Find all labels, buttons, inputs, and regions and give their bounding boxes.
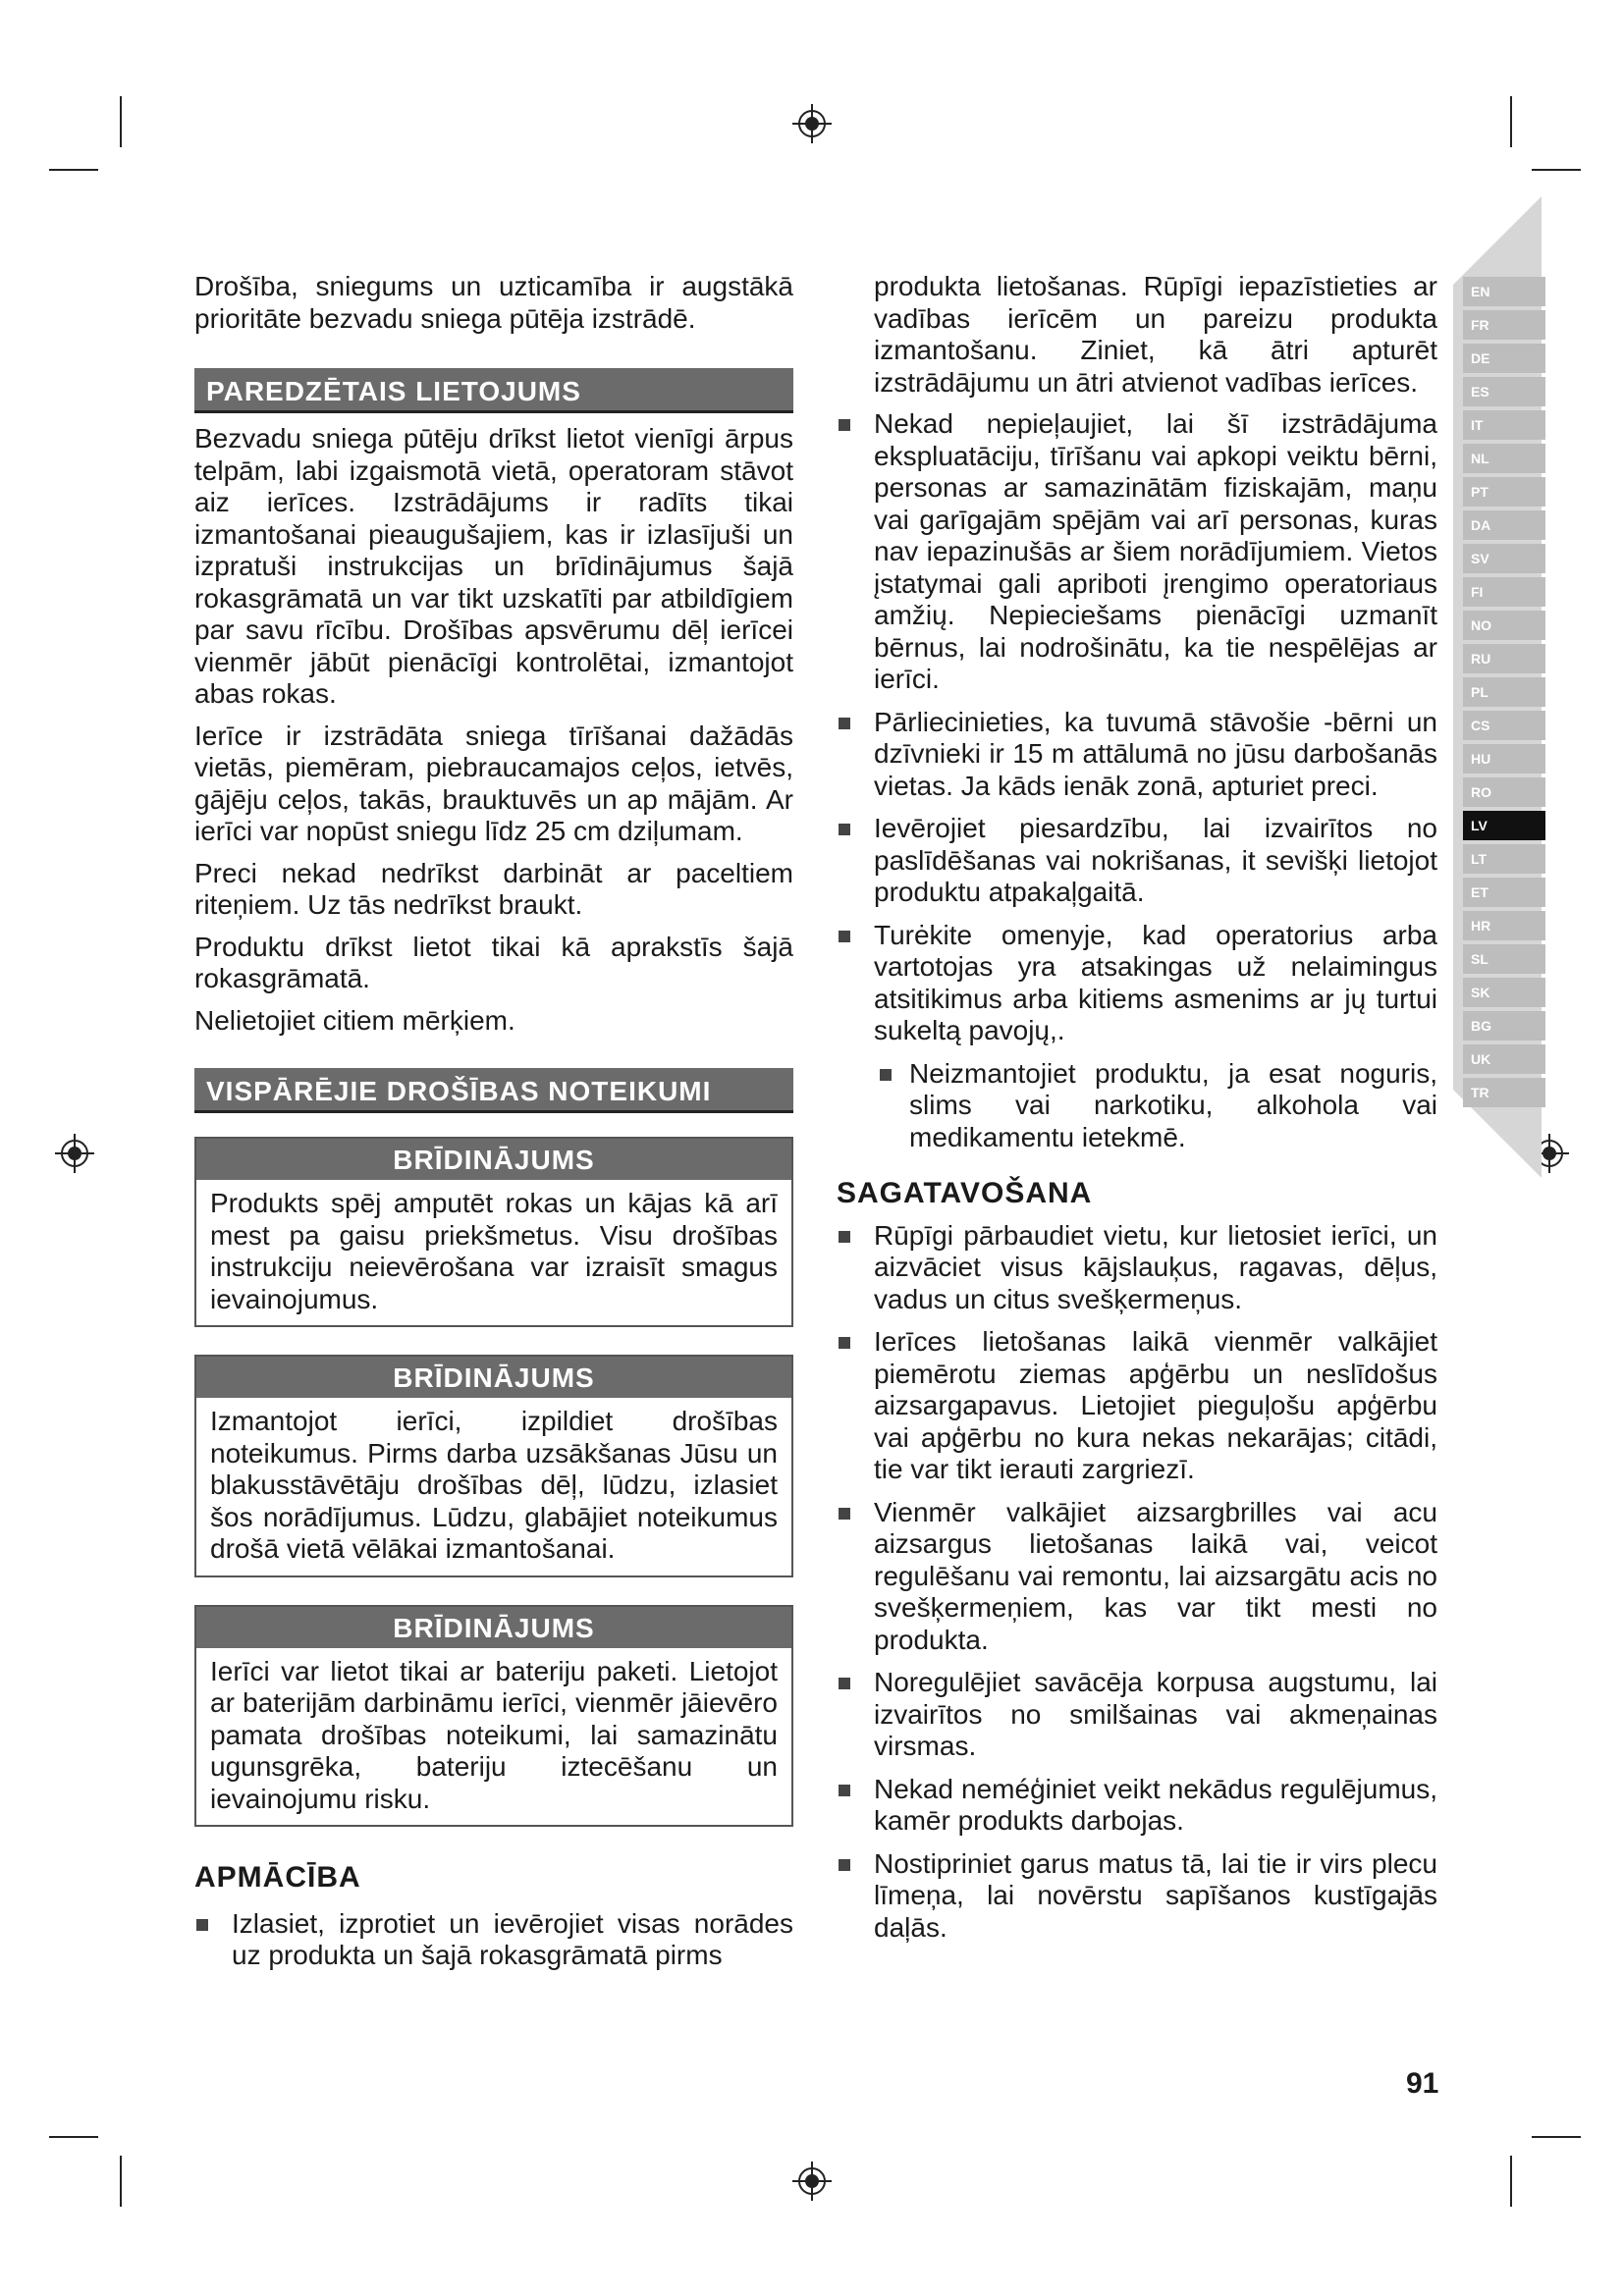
bullet-square-icon [839, 419, 850, 431]
intro-text: Drošība, sniegums un uzticamība ir augstākā prioritāte bezvadu sniega pūtēja izstrādē. [194, 271, 793, 334]
crop-mark [1532, 2136, 1581, 2138]
paragraph: Ierīce ir izstrādāta sniega tīrīšanai dažādās vietās, piemēram, piebraucamajos ceļos, ietvēs, gājēju ceļos, takās, brauktuvēs un ap mājām. Ar ierīci var nopūst sniegu līdz 25 cm dziļumam. [194, 720, 793, 846]
tab-uk[interactable]: UK [1463, 1044, 1545, 1078]
paragraph: Produktu drīkst lietot tikai kā aprakstīs šajā rokasgrāmatā. [194, 931, 793, 993]
right-column [837, 271, 1437, 1954]
bullet-list [194, 1908, 793, 1972]
warning-title: BRĪDINĀJUMS [196, 1607, 791, 1648]
list-item: Ievērojiet piesardzību, lai izvairītos no paslīdēšanas vai nokrišanas, it sevišķi lietojot produktu atpakaļgaitā. [837, 813, 1437, 909]
bullet-square-icon [839, 1678, 850, 1689]
tab-da[interactable]: DA [1463, 510, 1545, 544]
bullet-square-icon [839, 931, 850, 942]
warning-box [194, 1137, 793, 1327]
paragraph: produkta lietošanas. Rūpīgi iepazīstieties ar vadības ierīcēm un pareizu produkta izmantošanu. Ziniet, kā ātri apturēt izstrādājumu un ātri atvienot vadības ierīces. [874, 271, 1437, 398]
paragraph: Bezvadu sniega pūtēju drīkst lietot vienīgi ārpus telpām, labi izgaismotā vietā, operatoram stāvot aiz ierīces. Izstrādājums ir radīts tikai izmantošanai pieaugušajiem, kas ir izlasījuši un izpratuši instrukcijas un brīdinājumus šajā rokasgrāmatā un var tikt uzskatīti par atbildīgiem par savu rīcību. Drošības apsvērumu dēļ ierīcei vienmēr jābūt pienācīgi kontrolētai, izmantojot abas rokas. [194, 423, 793, 709]
list-item: Vienmēr valkājiet aizsargbrilles vai acu aizsargus lietošanas laikā vai, veicot regulēšanu vai remontu, lai aizsargātu acis no svešķermeņiem, kas var tikt mesti no produkta. [837, 1497, 1437, 1657]
crop-mark [1510, 2156, 1512, 2207]
crop-mark [120, 2156, 122, 2207]
registration-mark-icon [792, 2162, 832, 2201]
bullet-square-icon [839, 1231, 850, 1243]
tab-fi[interactable]: FI [1463, 577, 1545, 611]
crop-mark [1510, 96, 1512, 147]
left-column [194, 271, 793, 1983]
list-item: Neizmantojiet produktu, ja esat noguris, slims vai narkotiku, alkohola vai medikamentu ietekmē. [837, 1058, 1437, 1154]
paragraph: Preci nekad nedrīkst darbināt ar paceltiem riteņiem. Uz tās nedrīkst braukt. [194, 857, 793, 920]
tab-it[interactable]: IT [1463, 410, 1545, 444]
tab-en[interactable]: EN [1463, 277, 1545, 310]
crop-mark [1532, 169, 1581, 171]
list-item: Pārliecinieties, ka tuvumā stāvošie -bērni un dzīvnieki ir 15 m attālumā no jūsu darbošanās vietas. Ja kāds ienāk zonā, apturiet preci. [837, 707, 1437, 803]
tab-lv[interactable]: LV [1463, 811, 1545, 844]
tab-lt[interactable]: LT [1463, 844, 1545, 878]
tab-es[interactable]: ES [1463, 377, 1545, 410]
bullet-square-icon [839, 1859, 850, 1871]
tab-pl[interactable]: PL [1463, 677, 1545, 711]
section-heading: APMĀCĪBA [194, 1861, 361, 1894]
tab-et[interactable]: ET [1463, 878, 1545, 911]
tab-sv[interactable]: SV [1463, 544, 1545, 577]
registration-mark-icon [55, 1134, 94, 1173]
warning-box [194, 1355, 793, 1577]
section-heading: PAREDZĒTAIS LIETOJUMS [194, 368, 793, 413]
tab-no[interactable]: NO [1463, 611, 1545, 644]
tab-hr[interactable]: HR [1463, 911, 1545, 944]
bullet-list [837, 1220, 1437, 1945]
list-item: Izlasiet, izprotiet un ievērojiet visas norādes uz produkta un šajā rokasgrāmatā pirms [194, 1908, 793, 1972]
section-heading: SAGATAVOŠANA [837, 1177, 1093, 1209]
bullet-square-icon [839, 824, 850, 835]
tab-sk[interactable]: SK [1463, 978, 1545, 1011]
page-number: 91 [1406, 2067, 1439, 2100]
list-item: Ierīces lietošanas laikā vienmēr valkājiet piemērotu ziemas apģērbu un neslīdošus aizsargapavus. Lietojiet pieguļošu apģērbu vai apģērbu no kura nekas nekarājas; citādi, tie var tikt ierauti zargriezī. [837, 1326, 1437, 1486]
crop-mark [49, 2136, 98, 2138]
language-tabs [1463, 277, 1545, 1111]
bullet-square-icon [196, 1919, 208, 1931]
bullet-list [837, 408, 1437, 1153]
warning-text: Izmantojot ierīci, izpildiet drošības noteikumus. Pirms darba uzsākšanas Jūsu un blakusstāvētāju drošības dēļ, lūdzu, izlasiet šos norādījumus. Lūdzu, glabājiet noteikumus drošā vietā vēlākai izmantošanai. [210, 1406, 778, 1564]
list-item: Rūpīgi pārbaudiet vietu, kur lietosiet ierīci, un aizvāciet visus kājslauķus, ragavas, dēļus, vadus un citus svešķermeņus. [837, 1220, 1437, 1316]
tab-hu[interactable]: HU [1463, 744, 1545, 777]
section-heading: VISPĀRĒJIE DROŠĪBAS NOTEIKUMI [194, 1068, 793, 1113]
tab-sl[interactable]: SL [1463, 944, 1545, 978]
tab-tr[interactable]: TR [1463, 1078, 1545, 1111]
paragraph: Nelietojiet citiem mērķiem. [194, 1004, 515, 1036]
bullet-square-icon [839, 1785, 850, 1796]
list-item: Nostipriniet garus matus tā, lai tie ir virs plecu līmeņa, lai novērstu sapīšanos kustīgajās daļās. [837, 1848, 1437, 1945]
crop-mark [49, 169, 98, 171]
tab-fr[interactable]: FR [1463, 310, 1545, 344]
warning-title: BRĪDINĀJUMS [196, 1357, 791, 1398]
warning-title: BRĪDINĀJUMS [196, 1139, 791, 1180]
bullet-square-icon [839, 1337, 850, 1349]
tab-nl[interactable]: NL [1463, 444, 1545, 477]
list-item: Nekad nepieļaujiet, lai šī izstrādājuma ekspluatāciju, tīrīšanu vai apkopi veiktu bērni, personas ar samazinātām fiziskajām, maņu vai garīgajām spējām vai arī personas, kuras nav iepazinušās ar šiem norādījumiem. Vietos įstatymai gali apriboti įrengimo operatoriaus amžių. Nepieciešams pienācīgi uzmanīt bērnus, lai nodrošinātu, ka tie nespēlējas ar ierīci. [837, 408, 1437, 696]
crop-mark [120, 96, 122, 147]
bullet-square-icon [839, 1508, 850, 1520]
tab-ru[interactable]: RU [1463, 644, 1545, 677]
bullet-square-icon [880, 1069, 892, 1081]
list-item: Noregulējiet savācēja korpusa augstumu, lai izvairītos no smilšainas vai akmeņainas virsmas. [837, 1667, 1437, 1763]
registration-mark-icon [792, 104, 832, 143]
tab-bg[interactable]: BG [1463, 1011, 1545, 1044]
tab-cs[interactable]: CS [1463, 711, 1545, 744]
tab-de[interactable]: DE [1463, 344, 1545, 377]
list-item: Nekad neméģiniet veikt nekādus regulējumus, kamēr produkts darbojas. [837, 1774, 1437, 1838]
tab-ro[interactable]: RO [1463, 777, 1545, 811]
warning-text: Produkts spēj amputēt rokas un kājas kā arī mest pa gaisu priekšmetus. Visu drošības instrukciju neievērošana var izraisīt smagus ievainojumus. [210, 1188, 778, 1314]
warning-text: Ierīci var lietot tikai ar bateriju paketi. Lietojot ar baterijām darbināmu ierīci, vienmēr jāievēro pamata drošības noteikumi, lai samazinātu ugunsgrēka, bateriju iztecēšanu un ievainojumu risku. [210, 1655, 778, 1814]
warning-box [194, 1605, 793, 1828]
tab-pt[interactable]: PT [1463, 477, 1545, 510]
list-item: Turėkite omenyje, kad operatorius arba vartotojas yra atsakingas už nelaimingus atsitikimus arba kitiems asmenims ar jų turtui sukeltą pavojų,. [837, 920, 1437, 1047]
bullet-square-icon [839, 718, 850, 729]
